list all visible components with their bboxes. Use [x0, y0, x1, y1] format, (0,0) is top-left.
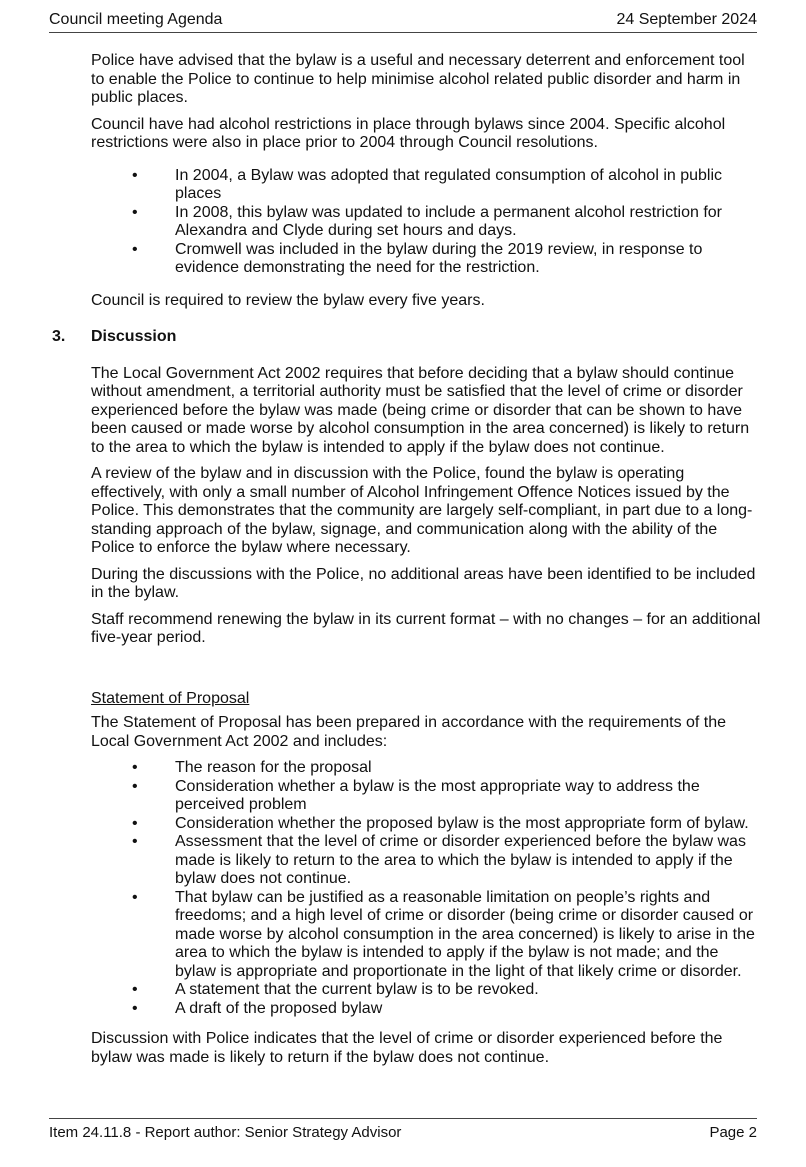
history-bullet-list — [91, 167, 761, 278]
bullet-icon: • — [132, 777, 138, 795]
intro-paragraph: Council is required to review the bylaw every five years. — [91, 291, 485, 309]
list-item — [91, 167, 761, 204]
page-number: Page 2 — [709, 1124, 757, 1141]
page-content — [52, 52, 761, 1075]
bullet-icon: • — [132, 981, 138, 998]
discussion-paragraph: During the discussions with the Police, no additional areas have been identified to be included in the bylaw. — [91, 565, 756, 601]
report-author: Item 24.11.8 - Report author: Senior Strategy Advisor — [49, 1124, 402, 1141]
bullet-icon: • — [132, 814, 138, 832]
list-item — [91, 759, 761, 778]
proposal-intro: The Statement of Proposal has been prepared in accordance with the requirements of the Local Government Act 2002 and includes: — [91, 714, 727, 750]
list-item — [91, 981, 761, 1000]
list-item — [91, 204, 761, 241]
page-header — [49, 10, 757, 33]
intro-paragraph: Police have advised that the bylaw is a useful and necessary deterrent and enforcement tool to enable the Police to continue to help minimise alcohol related public disorder and harm in public places. — [91, 52, 745, 106]
list-item-text: That bylaw can be justified as a reasonable limitation on people’s rights and freedoms; and a high level of crime or disorder (being crime or disorder caused or made worse by alcohol consumption in the area concerned) is likely to arise in the area to which the bylaw is intended to apply if the bylaw is not made; and the bylaw is appropriate and proportionate in the light of that likely crime or disorder. — [175, 888, 755, 980]
bullet-icon: • — [132, 240, 138, 258]
list-item-text: In 2008, this bylaw was updated to include a permanent alcohol restriction for Alexandra and Clyde during set hours and days. — [175, 203, 722, 239]
bullet-icon: • — [132, 203, 138, 221]
list-item-text: Consideration whether a bylaw is the most appropriate way to address the perceived problem — [175, 777, 700, 813]
list-item — [91, 241, 761, 278]
bullet-icon: • — [132, 759, 138, 776]
section-title: Discussion — [91, 328, 177, 345]
proposal-closing: Discussion with Police indicates that the level of crime or disorder experienced before the bylaw was made is likely to return if the bylaw does not continue. — [91, 1030, 723, 1066]
section-number: 3. — [52, 328, 66, 345]
list-item — [91, 833, 761, 889]
discussion-paragraph: The Local Government Act 2002 requires that before deciding that a bylaw should continue without amendment, a territorial authority must be satisfied that the level of crime or disorder experienced before the bylaw was made (being crime or disorder that can be shown to have been caused or made worse by alcohol consumption in the area concerned) is likely to return to the area to which the bylaw is intended to apply if the bylaw does not continue. — [91, 364, 750, 456]
bullet-icon: • — [132, 166, 138, 184]
document-title: Council meeting Agenda — [49, 11, 223, 28]
section-heading — [52, 328, 761, 347]
page-footer — [49, 1118, 757, 1142]
discussion-paragraph: A review of the bylaw and in discussion with the Police, found the bylaw is operating effectively, with only a small number of Alcohol Infringement Offence Notices issued by the Police. This demonstrates that the community are largely self-compliant, in part due to a long-standing approach of the bylaw, signage, and communication along with the ability of the Police to enforce the bylaw where necessary. — [91, 465, 753, 556]
list-item — [91, 778, 761, 815]
proposal-bullet-list — [91, 759, 761, 1018]
subsection-heading: Statement of Proposal — [91, 689, 250, 707]
bullet-icon: • — [132, 999, 138, 1017]
list-item — [91, 889, 761, 982]
bullet-icon: • — [132, 833, 138, 850]
list-item — [91, 815, 761, 834]
list-item-text: The reason for the proposal — [175, 759, 372, 776]
list-item-text: Consideration whether the proposed bylaw is the most appropriate form of bylaw. — [175, 814, 749, 832]
document-date: 24 September 2024 — [616, 11, 757, 28]
intro-paragraph: Council have had alcohol restrictions in place through bylaws since 2004. Specific alcohol restrictions were also in place prior to 2004 through Council resolutions. — [91, 115, 726, 151]
discussion-paragraph: Staff recommend renewing the bylaw in its current format – with no changes – for an additional five-year period. — [91, 610, 761, 646]
bullet-icon: • — [132, 888, 138, 906]
list-item-text: A statement that the current bylaw is to be revoked. — [175, 981, 539, 998]
list-item-text: Cromwell was included in the bylaw during the 2019 review, in response to evidence demonstrating the need for the restriction. — [175, 240, 703, 276]
list-item — [91, 1000, 761, 1019]
list-item-text: Assessment that the level of crime or disorder experienced before the bylaw was made is likely to return to the area to which the bylaw is intended to apply if the bylaw does not continue. — [175, 833, 746, 887]
list-item-text: In 2004, a Bylaw was adopted that regulated consumption of alcohol in public places — [175, 166, 723, 202]
list-item-text: A draft of the proposed bylaw — [175, 999, 383, 1017]
